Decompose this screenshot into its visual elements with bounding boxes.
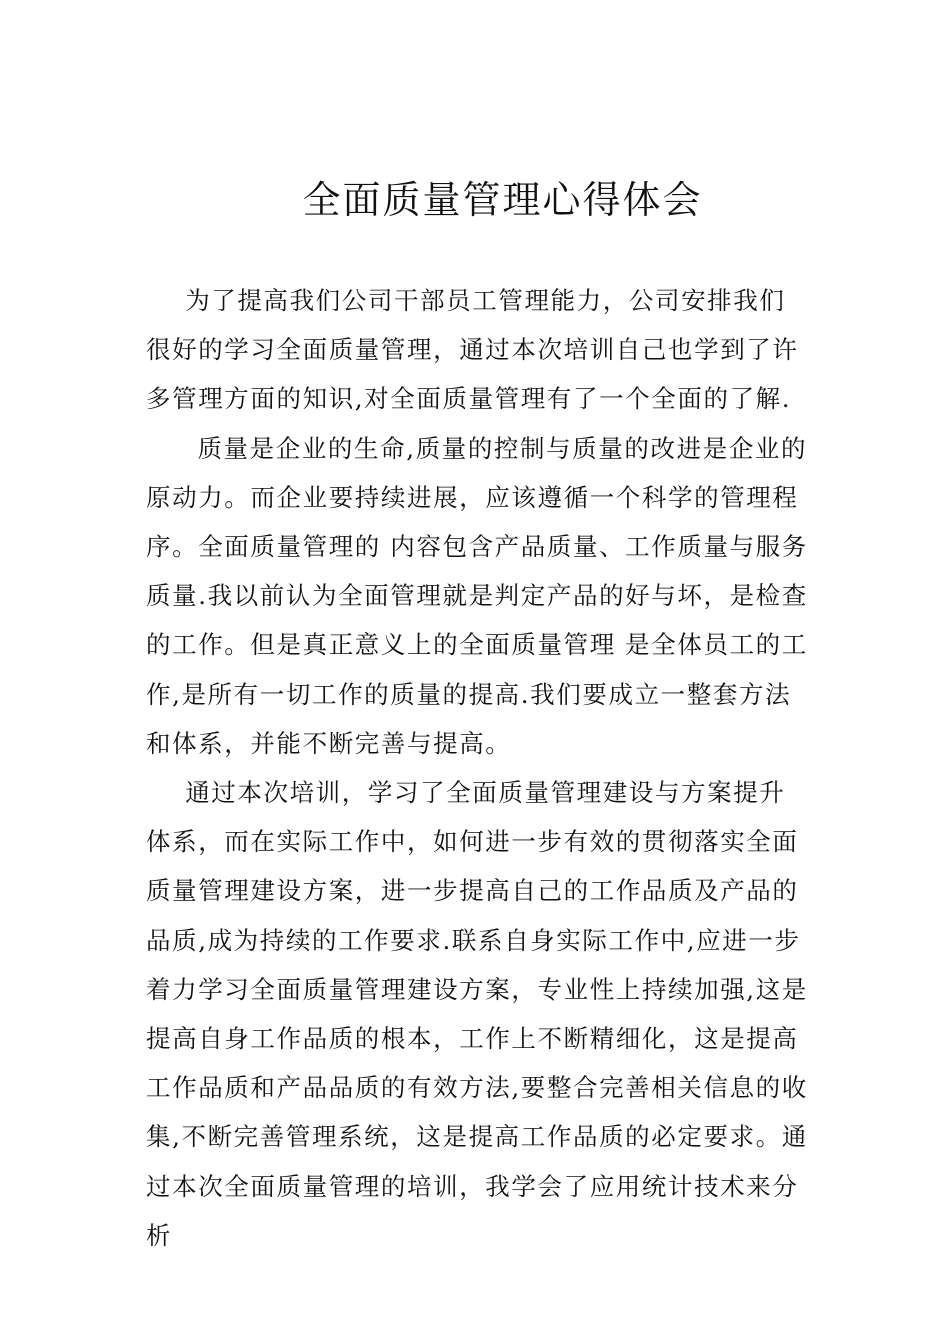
paragraph-1: 为了提高我们公司干部员工管理能力，公司安排我们很好的学习全面质量管理，通过本次培训自己也学到了许多管理方面的知识,对全面质量管理有了一个全面的了解. [146,286,799,414]
page-title: 全面质量管理心得体会 [302,178,703,222]
paragraph-3: 通过本次培训，学习了全面质量管理建设与方案提升体系，而在实际工作中，如何进一步有效的贯彻落实全面质量管理建设方案，进一步提高自己的工作品质及产品的品质,成为持续的工作要求.联系自身实际工作中,应进一步着力学习全面质量管理建设方案，专业性上持续加强,这是提高自身工作品质的根本，工作上不断精细化，这是提高工作品质和产品品质的有效方法,要整合完善相关信息的收集,不断完善管理系统，这是提高工作品质的必定要求。通过本次全面质量管理的培训，我学会了应用统计技术来分析 [146,778,808,1250]
paragraph-2: 质量是企业的生命,质量的控制与质量的改进是企业的原动力。而企业要持续进展，应该遵循一个科学的管理程序。全面质量管理的 内容包含产品质量、工作质量与服务质量.我以前认为全面管理就是判定产品的好与坏，是检查的工作。但是真正意义上的全面质量管理 是全体员工的工作,是所有一切工作的质量的提高.我们要成立一整套方法和体系，并能不断完善与提高。 [146,433,808,758]
document-body [146,276,810,1260]
